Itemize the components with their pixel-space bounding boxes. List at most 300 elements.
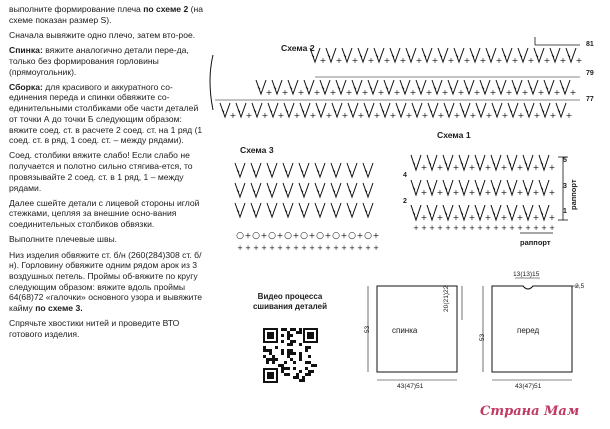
scheme3-stitch-bar — [365, 170, 367, 172]
qr-module — [296, 373, 299, 376]
back-height: 53 — [364, 325, 372, 334]
scheme2-stitch — [518, 48, 528, 62]
scheme2-stitch — [220, 103, 230, 117]
scheme2-stitch — [358, 48, 368, 62]
scheme3-stitch-bar — [237, 210, 239, 212]
qr-module — [272, 361, 275, 364]
qr-module — [284, 373, 287, 376]
scheme3-sc: + — [324, 231, 332, 240]
qr-module — [281, 364, 284, 367]
scheme1-stitch — [443, 155, 453, 170]
scheme1-base-sc: + — [549, 224, 555, 232]
scheme1-stitch-bar — [525, 163, 527, 165]
qr-module — [281, 367, 284, 370]
scheme2-row-77: 77 — [586, 96, 594, 103]
scheme2-stitch-bar — [302, 110, 304, 112]
scheme3-stitch — [315, 163, 325, 177]
paragraph-shoulder-seams: Выполните плечевые швы. — [9, 234, 118, 245]
scheme3-stitch-bar — [269, 170, 271, 172]
scheme1-stitch — [427, 155, 437, 170]
qr-module — [290, 340, 293, 343]
paragraph-finishing: Спрячьте хвостики нитей и проведите ВТО готового изделия. — [9, 318, 180, 339]
qr-module — [287, 355, 290, 358]
scheme1-row-4: 4 — [403, 172, 407, 179]
scheme2-sc: + — [553, 88, 561, 97]
scheme3-chain: ○ — [268, 231, 276, 241]
scheme3-sc: + — [372, 231, 380, 240]
qr-module — [311, 370, 314, 373]
scheme3-stitch-bar — [269, 190, 271, 192]
qr-module — [272, 355, 275, 358]
scheme2-sc: + — [351, 56, 359, 65]
scheme1-sc: + — [548, 213, 556, 222]
qr-module — [290, 349, 293, 352]
scheme1-stitch — [491, 205, 501, 220]
qr-module — [290, 358, 293, 361]
scheme3-stitch-bar — [365, 210, 367, 212]
qr-module — [296, 331, 299, 334]
scheme2-stitch-bar — [386, 87, 388, 89]
qr-module — [296, 376, 299, 379]
scheme2-sc: + — [559, 56, 567, 65]
scheme3-stitch-bar — [253, 210, 255, 212]
scheme2-sc: + — [335, 56, 343, 65]
scheme1-base-sc: + — [517, 224, 523, 232]
scheme1-row-2: 2 — [403, 198, 407, 205]
paragraph-back: Спинка: вяжите аналогично детали пере-да, только без формирования горловины (прямоугольник). — [9, 45, 189, 77]
scheme1-stitch — [475, 180, 485, 195]
scheme2-stitch-bar — [504, 55, 506, 57]
video-caption-line1: Видео процесса — [257, 292, 323, 301]
scheme1-sc: + — [548, 163, 556, 172]
scheme2-sc: + — [441, 88, 449, 97]
scheme2-stitch-bar — [344, 55, 346, 57]
qr-finder-center — [267, 372, 274, 379]
scheme1-sc: + — [500, 188, 508, 197]
scheme2-sc: + — [549, 111, 557, 120]
qr-module — [308, 373, 311, 376]
scheme2-stitch-bar — [526, 110, 528, 112]
qr-module — [299, 328, 302, 331]
scheme2-stitch-bar — [568, 55, 570, 57]
scheme2-sc: + — [409, 88, 417, 97]
scheme1-sc: + — [484, 163, 492, 172]
scheme3-stitch — [267, 203, 277, 217]
scheme2-stitch — [380, 103, 390, 117]
scheme2-stitch-bar — [254, 110, 256, 112]
scheme3-base-sc: + — [349, 244, 355, 252]
scheme2-stitch — [492, 103, 502, 117]
scheme2-sc: + — [229, 111, 237, 120]
scheme2-stitch-bar — [376, 55, 378, 57]
scheme2-sc: + — [345, 88, 353, 97]
scheme2-stitch-bar — [434, 87, 436, 89]
scheme3-stitch — [235, 163, 245, 177]
scheme3-chain: ○ — [332, 231, 340, 241]
scheme2-sc: + — [421, 111, 429, 120]
scheme2-stitch-bar — [546, 87, 548, 89]
scheme2-stitch-bar — [306, 87, 308, 89]
qr-module — [275, 346, 278, 349]
qr-module — [287, 337, 290, 340]
scheme2-sc: + — [447, 56, 455, 65]
scheme3-stitch-bar — [301, 190, 303, 192]
qr-module — [308, 355, 311, 358]
rapport-horizontal-label: раппорт — [520, 238, 551, 247]
scheme2-stitch-bar — [418, 87, 420, 89]
scheme2-stitch-bar — [258, 87, 260, 89]
scheme2-stitch-bar — [366, 110, 368, 112]
scheme2-sc: + — [309, 111, 317, 120]
scheme3-sc: + — [340, 231, 348, 240]
scheme3-chain: ○ — [236, 231, 244, 241]
scheme2-stitch — [416, 80, 426, 94]
qr-module — [290, 343, 293, 346]
scheme2-stitch-bar — [286, 110, 288, 112]
scheme2-stitch — [544, 80, 554, 94]
scheme2-sc: + — [565, 111, 573, 120]
scheme1-base-sc: + — [421, 224, 427, 232]
scheme2-stitch — [304, 80, 314, 94]
scheme1-stitch — [539, 205, 549, 220]
scheme1-sc: + — [516, 213, 524, 222]
scheme1-stitch — [507, 205, 517, 220]
scheme2-stitch — [236, 103, 246, 117]
scheme2-sc: + — [277, 111, 285, 120]
scheme2-sc: + — [425, 88, 433, 97]
scheme1-stitch-bar — [525, 213, 527, 215]
scheme2-stitch-bar — [334, 110, 336, 112]
qr-module — [305, 367, 308, 370]
scheme1-stitch-bar — [413, 213, 415, 215]
scheme2-stitch — [272, 80, 282, 94]
scheme2-stitch-bar — [542, 110, 544, 112]
scheme2-stitch — [476, 103, 486, 117]
scheme1-stitch — [411, 205, 421, 220]
qr-finder-center — [307, 332, 314, 339]
qr-module — [281, 334, 284, 337]
scheme3-stitch — [331, 163, 341, 177]
scheme2-stitch-bar — [514, 87, 516, 89]
instructions-column — [9, 4, 204, 344]
scheme2-sc: + — [505, 88, 513, 97]
qr-module — [299, 331, 302, 334]
scheme2-sc: + — [457, 88, 465, 97]
scheme2-stitch — [560, 80, 570, 94]
qr-module — [287, 349, 290, 352]
scheme1-stitch — [443, 180, 453, 195]
scheme1-stitch — [443, 205, 453, 220]
scheme1-stitch — [523, 180, 533, 195]
scheme2-sc: + — [437, 111, 445, 120]
scheme2-stitch-bar — [456, 55, 458, 57]
scheme1-base-sc: + — [509, 224, 515, 232]
scheme2-stitch-bar — [398, 110, 400, 112]
scheme2-stitch — [310, 48, 320, 62]
qr-module — [287, 352, 290, 355]
qr-module — [281, 340, 284, 343]
scheme3-stitch-bar — [285, 170, 287, 172]
scheme2-stitch-bar — [488, 55, 490, 57]
scheme1-stitch-bar — [461, 188, 463, 190]
scheme1-stitch — [459, 205, 469, 220]
scheme1-stitch — [539, 180, 549, 195]
scheme1-sc: + — [420, 213, 428, 222]
scheme2-stitch — [390, 48, 400, 62]
scheme1-stitch — [459, 155, 469, 170]
scheme1-stitch — [523, 155, 533, 170]
scheme3-stitch-bar — [301, 170, 303, 172]
scheme2-stitch — [252, 103, 262, 117]
scheme2-stitch — [470, 48, 480, 62]
back-pattern — [360, 280, 470, 390]
qr-module — [284, 328, 287, 331]
scheme1-stitch-bar — [493, 163, 495, 165]
front-neck-depth: 2,5 — [575, 283, 585, 290]
scheme1-base-sc: + — [493, 224, 499, 232]
scheme3-stitch — [347, 163, 357, 177]
scheme2-stitch-bar — [370, 87, 372, 89]
scheme2-stitch-bar — [558, 110, 560, 112]
scheme2-stitch-bar — [322, 87, 324, 89]
qr-module — [263, 355, 266, 358]
paragraph-slip-stitches: Соед. столбики вяжите слабо! Если слабо не получается и полотно сильно стягива-ется, то провязывайте 2 соед. ст. в 1 ряд, 1 – между рядами. — [9, 150, 193, 193]
qr-module — [266, 358, 269, 361]
scheme2-stitch-bar — [222, 110, 224, 112]
scheme2-stitch-bar — [328, 55, 330, 57]
scheme2-stitch — [566, 48, 576, 62]
scheme2-stitch — [288, 80, 298, 94]
qr-module — [269, 352, 272, 355]
scheme1-sc: + — [532, 163, 540, 172]
scheme2-stitch — [480, 80, 490, 94]
qr-module — [287, 334, 290, 337]
scheme1-sc: + — [532, 213, 540, 222]
scheme3-stitch — [331, 203, 341, 217]
scheme1-stitch — [523, 205, 533, 220]
scheme3-stitch-bar — [349, 190, 351, 192]
qr-module — [281, 328, 284, 331]
scheme1-sc: + — [484, 213, 492, 222]
scheme2-stitch — [332, 103, 342, 117]
scheme1-stitch-bar — [477, 163, 479, 165]
scheme1-sc: + — [468, 213, 476, 222]
scheme2-stitch — [496, 80, 506, 94]
scheme1-stitch — [539, 155, 549, 170]
scheme2-stitch-bar — [510, 110, 512, 112]
scheme2-stitch — [316, 103, 326, 117]
qr-module — [293, 328, 296, 331]
qr-module — [293, 361, 296, 364]
scheme2-stitch — [428, 103, 438, 117]
scheme3-stitch — [299, 163, 309, 177]
scheme2-stitch — [326, 48, 336, 62]
scheme3-base-sc: + — [245, 244, 251, 252]
scheme3-base-sc: + — [341, 244, 347, 252]
scheme2-stitch-bar — [472, 55, 474, 57]
qr-module — [287, 367, 290, 370]
scheme3-stitch-bar — [349, 210, 351, 212]
scheme2-stitch — [352, 80, 362, 94]
qr-module — [302, 379, 305, 382]
scheme2-sc: + — [389, 111, 397, 120]
scheme3-sc: + — [292, 231, 300, 240]
scheme3-stitch — [331, 183, 341, 197]
scheme1-stitch-bar — [493, 213, 495, 215]
scheme2-sc: + — [329, 88, 337, 97]
scheme1-stitch-bar — [477, 188, 479, 190]
scheme2-stitch — [348, 103, 358, 117]
qr-finder-center — [267, 332, 274, 339]
scheme2-stitch — [300, 103, 310, 117]
scheme2-sc: + — [463, 56, 471, 65]
back-width: 43(47)51 — [397, 383, 424, 390]
scheme3-stitch-bar — [253, 190, 255, 192]
scheme2-stitch-bar — [466, 87, 468, 89]
scheme1-sc: + — [452, 188, 460, 197]
scheme2-stitch — [406, 48, 416, 62]
scheme2-sc: + — [521, 88, 529, 97]
qr-module — [266, 361, 269, 364]
scheme2-sc: + — [319, 56, 327, 65]
qr-module — [290, 334, 293, 337]
scheme2-stitch — [524, 103, 534, 117]
scheme2-stitch-bar — [318, 110, 320, 112]
scheme2-sc: + — [511, 56, 519, 65]
scheme1-stitch-bar — [541, 163, 543, 165]
scheme3-stitch — [251, 183, 261, 197]
scheme3-base-sc: + — [293, 244, 299, 252]
scheme3-base-sc: + — [237, 244, 243, 252]
qr-module — [299, 343, 302, 346]
scheme2-stitch — [448, 80, 458, 94]
scheme1-sc: + — [468, 188, 476, 197]
qr-module — [302, 376, 305, 379]
scheme1-row-3: 3 — [563, 183, 567, 190]
scheme1-stitch-bar — [509, 213, 511, 215]
scheme3-stitch-bar — [301, 210, 303, 212]
scheme3-base-sc: + — [325, 244, 331, 252]
scheme2-sc: + — [361, 88, 369, 97]
scheme2-stitch — [550, 48, 560, 62]
scheme2-sc: + — [469, 111, 477, 120]
scheme1-base-sc: + — [429, 224, 435, 232]
scheme2-stitch-bar — [462, 110, 464, 112]
scheme2-stitch-bar — [494, 110, 496, 112]
scheme3-stitch — [283, 203, 293, 217]
scheme2-stitch — [486, 48, 496, 62]
scheme2-sc: + — [453, 111, 461, 120]
scheme2-sc: + — [479, 56, 487, 65]
scheme2-stitch-bar — [312, 55, 314, 57]
qr-module — [287, 373, 290, 376]
scheme1-base-sc: + — [501, 224, 507, 232]
scheme2-sc: + — [265, 88, 273, 97]
scheme3-stitch — [235, 183, 245, 197]
scheme2-stitch-bar — [290, 87, 292, 89]
scheme2-stitch — [412, 103, 422, 117]
scheme3-stitch-bar — [317, 190, 319, 192]
scheme2-sc: + — [313, 88, 321, 97]
scheme3-stitch-bar — [317, 170, 319, 172]
scheme3-base-sc: + — [253, 244, 259, 252]
scheme2-stitch-bar — [360, 55, 362, 57]
scheme3-chain: ○ — [316, 231, 324, 241]
qr-module — [266, 349, 269, 352]
scheme1-sc: + — [452, 213, 460, 222]
scheme2-sc: + — [575, 56, 583, 65]
scheme3-sc: + — [276, 231, 284, 240]
qr-module — [293, 340, 296, 343]
scheme2-stitch-bar — [482, 87, 484, 89]
scheme3-stitch-bar — [285, 210, 287, 212]
qr-module — [263, 346, 266, 349]
qr-module — [281, 352, 284, 355]
scheme3-stitch-bar — [285, 190, 287, 192]
scheme3-chain: ○ — [364, 231, 372, 241]
scheme3-base-sc: + — [269, 244, 275, 252]
qr-module — [308, 346, 311, 349]
scheme2-sc: + — [569, 88, 577, 97]
scheme1-sc: + — [468, 163, 476, 172]
scheme3-stitch — [315, 183, 325, 197]
scheme2-sc: + — [485, 111, 493, 120]
scheme2-stitch-bar — [424, 55, 426, 57]
scheme3-sc: + — [356, 231, 364, 240]
scheme2-stitch — [432, 80, 442, 94]
qr-module — [287, 343, 290, 346]
scheme1-stitch-bar — [429, 163, 431, 165]
scheme2-sc: + — [245, 111, 253, 120]
scheme3-chain: ○ — [252, 231, 260, 241]
scheme2-stitch — [444, 103, 454, 117]
paragraph-assembly: Сборка: для красивого и аккуратного со-единения переда и спинки обвяжите со-единительными столбиками обе части деталей от точки А до точки Б следующим образом: вяжите соед. ст. в расчете 2 соед. ст. на 1 ряд (1 соед. ст. в ряд, 1 соед. ст. – между рядами). — [9, 81, 203, 146]
qr-module — [272, 358, 275, 361]
scheme2-stitch-bar — [274, 87, 276, 89]
scheme3-stitch — [315, 203, 325, 217]
scheme3-chain: ○ — [300, 231, 308, 241]
scheme1-stitch — [411, 155, 421, 170]
qr-code[interactable] — [263, 328, 318, 383]
scheme1-base-sc: + — [485, 224, 491, 232]
video-caption — [245, 292, 335, 312]
scheme2-sc: + — [473, 88, 481, 97]
qr-module — [290, 328, 293, 331]
scheme1-stitch-bar — [525, 188, 527, 190]
scheme1-stitch-bar — [445, 213, 447, 215]
qr-module — [293, 367, 296, 370]
scheme3-stitch — [235, 203, 245, 217]
scheme3-label: Схема 3 — [240, 145, 274, 155]
qr-module — [314, 364, 317, 367]
video-caption-line2: сшивания деталей — [252, 302, 328, 311]
scheme1-row-1: 1 — [563, 208, 567, 215]
scheme3-sc: + — [308, 231, 316, 240]
scheme3-stitch-bar — [349, 170, 351, 172]
scheme1-base-sc: + — [541, 224, 547, 232]
scheme2-sc: + — [405, 111, 413, 120]
scheme1-base-sc: + — [469, 224, 475, 232]
scheme1-sc: + — [516, 188, 524, 197]
scheme2-stitch — [384, 80, 394, 94]
qr-module — [299, 352, 302, 355]
scheme2-stitch — [396, 103, 406, 117]
scheme2-row-81: 81 — [586, 41, 594, 48]
qr-module — [284, 367, 287, 370]
scheme2-stitch — [464, 80, 474, 94]
scheme3-stitches — [235, 163, 379, 252]
scheme1-stitch-bar — [461, 163, 463, 165]
